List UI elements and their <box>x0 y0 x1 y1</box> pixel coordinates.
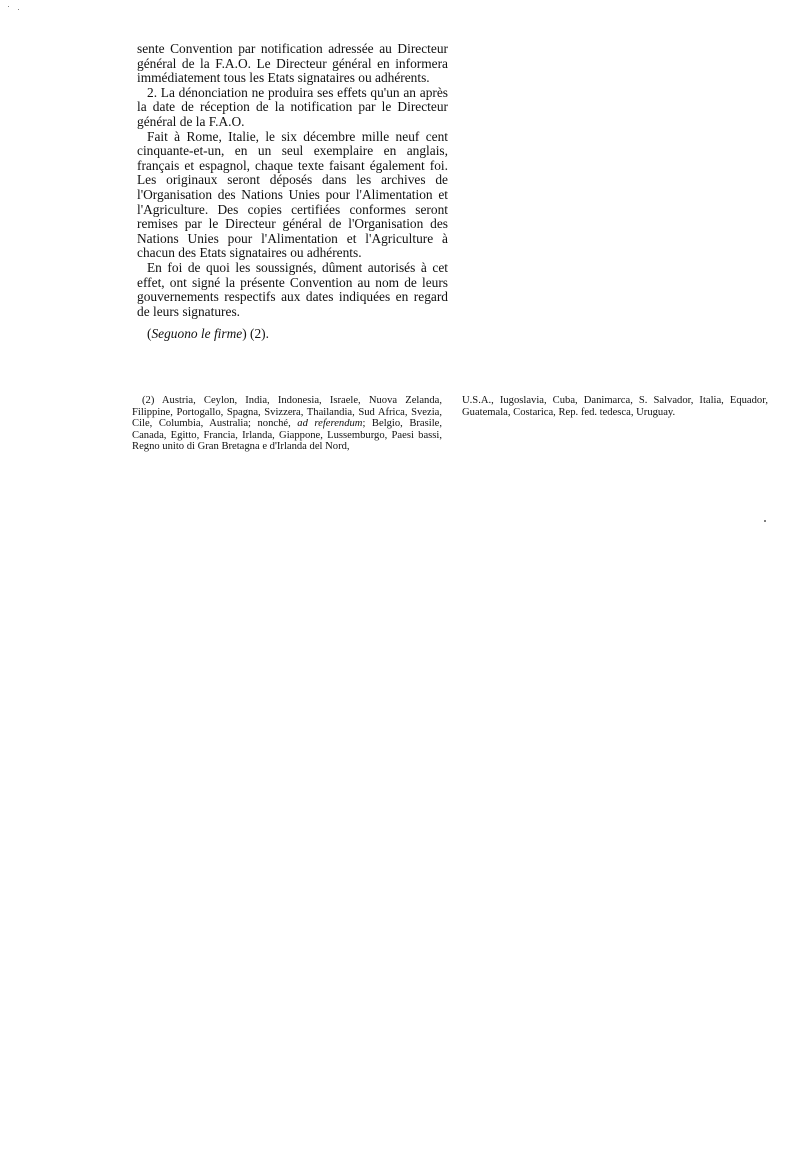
scan-speck <box>8 6 9 7</box>
footnote-reference: (2). <box>250 326 269 342</box>
footnote-part-2: ; Belgio, Brasile, Canada, Egitto, Francia, Irlanda, Giappone, Lussemburgo, Paesi bassi, Regno unito di Gran Bretagna e d'Irlanda del Nord, <box>132 418 442 453</box>
scan-speck <box>764 520 766 522</box>
footnote-italic: ad referendum <box>297 418 363 430</box>
main-text-column <box>137 42 448 342</box>
paragraph-in-witness: En foi de quoi les soussignés, dûment autorisés à cet effet, ont signé la présente Convention au nom de leurs gouvernements respectifs aux dates indiquées en regard de leurs signatures. <box>137 259 448 319</box>
signatures-note: (Seguono le firme) (2). <box>147 326 269 342</box>
footnote-continuation: U.S.A., Iugoslavia, Cuba, Danimarca, S. Salvador, Italia, Equador, Guatemala, Costarica, Rep. fed. tedesca, Uruguay. <box>462 395 768 418</box>
footnote-text <box>132 395 442 453</box>
paragraph-denunciation: 2. La dénonciation ne produira ses effets qu'un an après la date de réception de la notification par le Directeur général de la F.A.O. <box>137 84 448 129</box>
paragraph-continuation: sente Convention par notification adressée au Directeur général de la F.A.O. Le Directeur général en informera immédiatement tous les Etats signataires ou adhérents. <box>137 41 448 86</box>
paragraph-done-at-rome: Fait à Rome, Italie, le six décembre mille neuf cent cinquante-et-un, en un seul exemplaire en anglais, français et espagnol, chaque texte faisant également foi. Les originaux seront déposés dans les archives de l'Organisation des Nations Unies pour l'Alimentation et l'Agriculture. Des copies certifiées conformes seront remises par le Directeur général de l'Organisation des Nations Unies pour l'Alimentation et l'Agriculture à chacun des Etats signataires ou adhérents. <box>137 128 448 261</box>
footnote-left-column <box>132 395 442 453</box>
signatures-italic: Seguono le firme <box>151 326 243 342</box>
scan-speck <box>18 9 19 10</box>
footnote-part-1: (2) Austria, Ceylon, India, Indonesia, Israele, Nuova Zelanda, Filippine, Portogallo, Spagna, Svizzera, Thailandia, Sud Africa, Svezia, Cile, Columbia, Australia; nonché, <box>132 395 442 430</box>
footnote-right-column <box>462 395 768 418</box>
